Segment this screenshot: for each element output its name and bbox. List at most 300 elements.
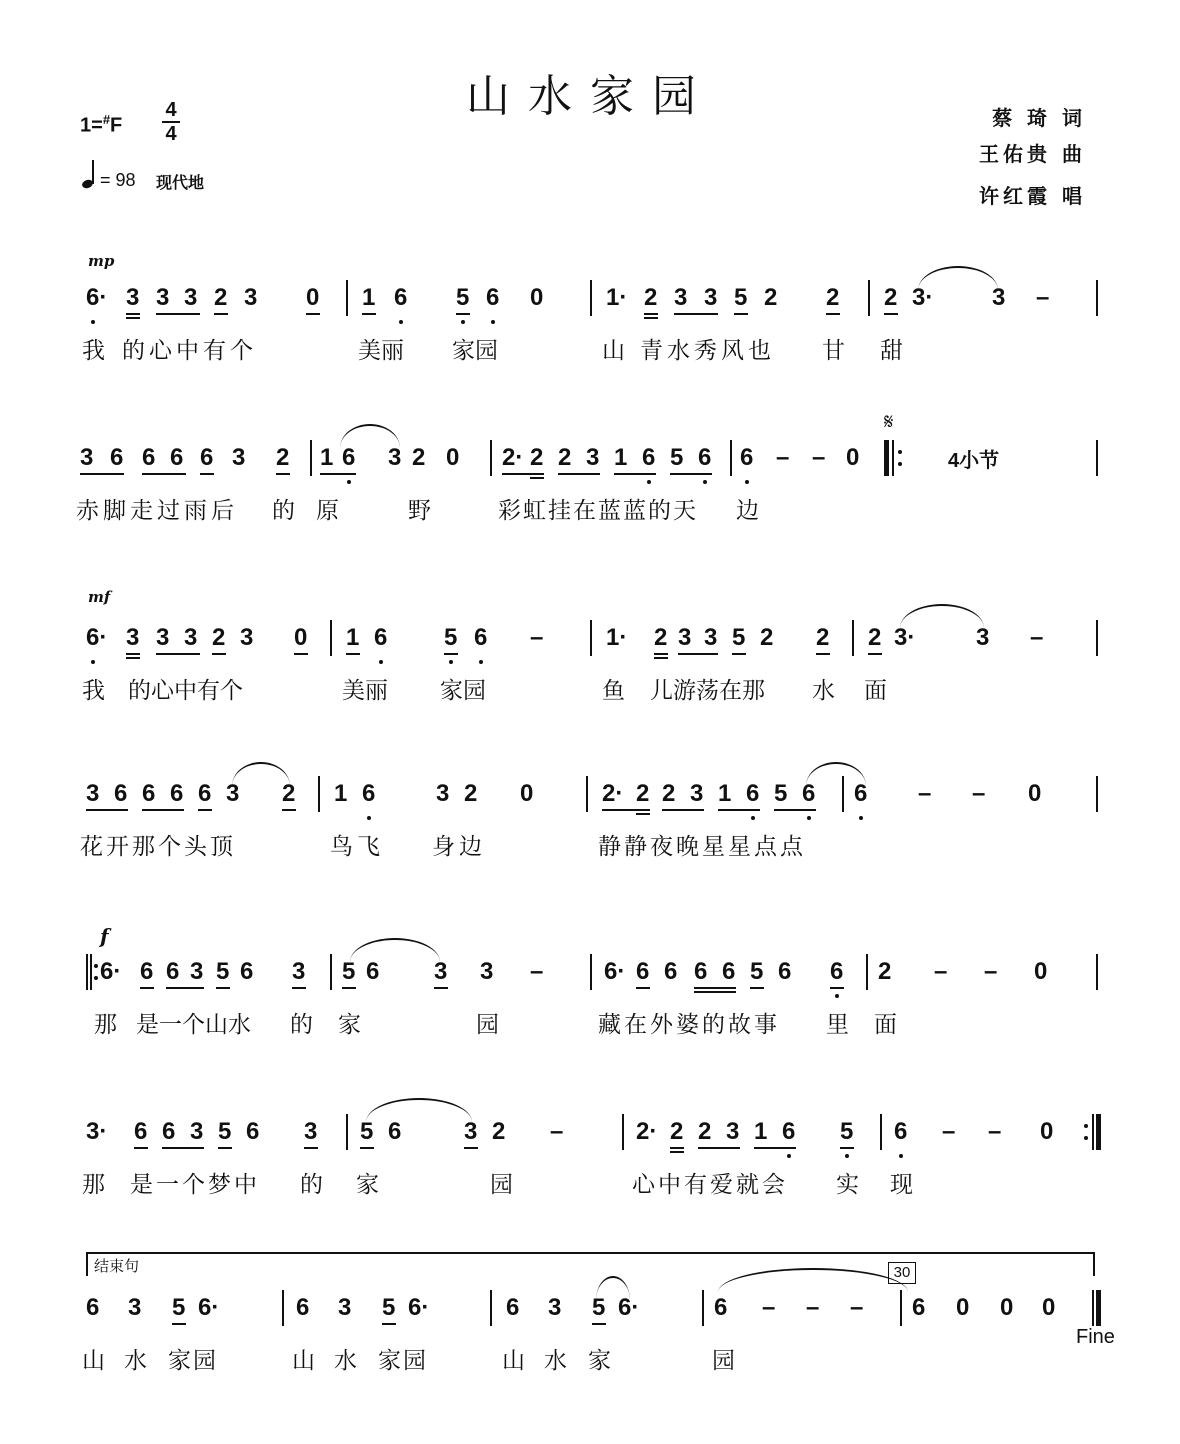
notes-row <box>0 1114 1180 1154</box>
underline <box>636 813 650 815</box>
underline <box>644 313 658 315</box>
underline <box>166 987 204 989</box>
note: 6 <box>114 780 128 807</box>
note: 3 <box>434 958 448 985</box>
underline <box>218 1147 232 1149</box>
note: 3 <box>480 958 494 985</box>
lyric: 静静夜晚星星点点 <box>598 834 806 860</box>
low-octave-dot <box>787 1154 791 1158</box>
dash: – <box>850 1294 864 1321</box>
bar-line <box>586 776 588 812</box>
bar-line <box>852 620 854 656</box>
note: 0 <box>520 780 534 807</box>
underline <box>840 1147 854 1149</box>
note: 1 <box>334 780 348 807</box>
note: 2· <box>602 780 624 807</box>
note: 5 <box>218 1118 232 1145</box>
key-note: F <box>110 114 123 137</box>
lyric: 甘 <box>822 338 845 364</box>
note: 6 <box>142 780 156 807</box>
note: 2 <box>464 780 478 807</box>
lyrics-row <box>0 492 1180 532</box>
underline <box>134 1147 148 1149</box>
note: 3 <box>80 444 94 471</box>
note: 3· <box>894 624 916 651</box>
low-octave-dot <box>91 320 95 324</box>
note: 3 <box>704 624 718 651</box>
low-octave-dot <box>91 660 95 664</box>
note: 2 <box>558 444 572 471</box>
note: 6 <box>86 1294 100 1321</box>
notes-row <box>0 410 1180 480</box>
bar-line <box>318 776 320 812</box>
note: 3 <box>128 1294 142 1321</box>
note: 1 <box>320 444 334 471</box>
bar-line <box>730 440 732 476</box>
underline <box>464 1147 478 1149</box>
underline <box>670 1147 684 1149</box>
note: 3 <box>976 624 990 651</box>
dynamic-f: f <box>100 924 109 948</box>
tie-slur <box>596 1276 630 1300</box>
note: 2 <box>654 624 668 651</box>
note: 0 <box>530 284 544 311</box>
low-octave-dot <box>399 320 403 324</box>
underline <box>214 313 228 315</box>
dynamic-mp: mp <box>88 252 115 270</box>
underline <box>816 653 830 655</box>
underline <box>644 317 658 319</box>
notes-row <box>0 1290 1180 1330</box>
underline <box>142 809 184 811</box>
note: 5 <box>592 1294 606 1321</box>
note: 5 <box>342 958 356 985</box>
lyric: 边 <box>736 498 759 524</box>
key-label: 1= <box>80 114 103 137</box>
low-octave-dot <box>449 660 453 664</box>
lyric: 水 <box>334 1348 357 1374</box>
note: 6· <box>100 958 122 985</box>
underline <box>456 313 470 315</box>
lyric: 家 <box>356 1172 379 1198</box>
underline <box>282 809 296 811</box>
lyric: 彩虹挂在蓝蓝的天 <box>498 498 698 524</box>
bar-line <box>590 620 592 656</box>
dash: – <box>988 1118 1002 1145</box>
note: 6 <box>722 958 736 985</box>
underline <box>654 653 668 655</box>
underline <box>868 653 882 655</box>
bar-line <box>1096 440 1098 476</box>
underline <box>694 987 736 989</box>
fine-marking: Fine <box>1076 1326 1115 1348</box>
note: 6 <box>642 444 656 471</box>
note: 5 <box>360 1118 374 1145</box>
note: 6 <box>134 1118 148 1145</box>
note: 6 <box>912 1294 926 1321</box>
note: 0 <box>294 624 308 651</box>
note: 0 <box>306 284 320 311</box>
note: 3 <box>678 624 692 651</box>
underline <box>126 317 140 319</box>
underline <box>674 313 718 315</box>
ending-bracket <box>86 1252 1095 1276</box>
low-octave-dot <box>703 480 707 484</box>
lyric: 甜 <box>880 338 903 364</box>
time-denominator: 4 <box>165 123 177 145</box>
underline <box>86 809 128 811</box>
note: 6 <box>778 958 792 985</box>
note: 3 <box>126 624 140 651</box>
low-octave-dot <box>899 1154 903 1158</box>
low-octave-dot <box>835 994 839 998</box>
lyrics-row <box>0 1342 1180 1382</box>
dash: – <box>942 1118 956 1145</box>
bar-line <box>1096 280 1098 316</box>
lyric: 现 <box>890 1172 913 1198</box>
lyric: 的 <box>290 1012 313 1038</box>
underline <box>126 313 140 315</box>
note: 6· <box>198 1294 220 1321</box>
tie-slur <box>918 266 998 290</box>
note: 3 <box>156 284 170 311</box>
underline <box>670 1151 684 1153</box>
note: 6 <box>664 958 678 985</box>
time-signature <box>160 100 182 144</box>
note: 2· <box>636 1118 658 1145</box>
underline <box>718 809 760 811</box>
dynamic-mf: mf <box>88 588 111 606</box>
key-signature <box>80 112 122 138</box>
note: 6 <box>474 624 488 651</box>
note: 2 <box>214 284 228 311</box>
lyrics-row <box>0 1166 1180 1206</box>
low-octave-dot <box>379 660 383 664</box>
underline <box>502 473 544 475</box>
lyric: 家园 <box>440 678 486 704</box>
note: 6 <box>246 1118 260 1145</box>
lyric: 的 <box>300 1172 323 1198</box>
note: 2 <box>492 1118 506 1145</box>
dash: – <box>812 444 826 471</box>
note: 2 <box>698 1118 712 1145</box>
repeat-dots <box>898 448 902 468</box>
underline <box>592 1323 606 1325</box>
note: 0 <box>1042 1294 1056 1321</box>
song-title: 山水家园 <box>466 71 714 122</box>
repeat-bar <box>892 440 894 476</box>
lyric: 园 <box>476 1012 499 1038</box>
note: 2 <box>670 1118 684 1145</box>
expression-text: 现代地 <box>156 173 205 192</box>
tempo-value: = 98 <box>100 170 136 190</box>
note: 6 <box>110 444 124 471</box>
underline <box>156 313 200 315</box>
note: 2 <box>530 444 544 471</box>
note: 2 <box>764 284 778 311</box>
bar-line <box>330 620 332 656</box>
bar-line <box>1096 954 1098 990</box>
bar-line <box>346 280 348 316</box>
dash: – <box>530 624 544 651</box>
underline <box>320 473 356 475</box>
note: 5 <box>750 958 764 985</box>
bar-line <box>880 1114 882 1150</box>
note: 3 <box>704 284 718 311</box>
lyric: 实 <box>836 1172 859 1198</box>
repeat-dots <box>1084 1122 1088 1142</box>
low-octave-dot <box>751 816 755 820</box>
note: 3 <box>464 1118 478 1145</box>
underline <box>530 477 544 479</box>
lyric: 的心中有个 <box>122 338 257 364</box>
note: 0 <box>846 444 860 471</box>
dash: – <box>972 780 986 807</box>
note: 0 <box>446 444 460 471</box>
note: 3 <box>240 624 254 651</box>
note: 6 <box>296 1294 310 1321</box>
underline <box>80 473 124 475</box>
note: 2 <box>878 958 892 985</box>
note: 1· <box>606 624 628 651</box>
lyric: 水 <box>124 1348 147 1374</box>
underline <box>162 1147 204 1149</box>
lyric: 的 <box>272 498 295 524</box>
note: 3 <box>674 284 688 311</box>
note: 6 <box>830 958 844 985</box>
underline <box>754 1147 796 1149</box>
lyric: 赤脚走过雨后 <box>76 498 238 524</box>
underline <box>694 991 736 993</box>
bar-number: 30 <box>888 1262 916 1284</box>
underline <box>662 809 704 811</box>
bar-line <box>282 1290 284 1326</box>
lyric: 里 <box>826 1012 849 1038</box>
note: 6 <box>162 1118 176 1145</box>
lyrics-row <box>0 672 1180 712</box>
lyric: 那 <box>94 1012 117 1038</box>
note: 3 <box>690 780 704 807</box>
lyric: 家园 <box>452 338 498 364</box>
note: 5 <box>382 1294 396 1321</box>
note: 6· <box>86 624 108 651</box>
quarter-note-stem <box>92 160 94 184</box>
underline <box>678 653 718 655</box>
underline <box>734 313 748 315</box>
underline <box>292 987 306 989</box>
notes-row <box>0 620 1180 660</box>
lyric: 家园 <box>378 1348 428 1374</box>
note: 3 <box>586 444 600 471</box>
underline <box>698 1147 740 1149</box>
note: 2 <box>644 284 658 311</box>
note: 0 <box>1040 1118 1054 1145</box>
final-bar <box>1096 1290 1101 1326</box>
note: 3 <box>232 444 246 471</box>
lyric: 心中有爱就会 <box>632 1172 788 1198</box>
note: 1 <box>718 780 732 807</box>
underline <box>558 473 600 475</box>
tie-slur <box>900 604 984 628</box>
bar-line <box>1096 776 1098 812</box>
note: 2 <box>282 780 296 807</box>
underline <box>306 313 320 315</box>
lyric: 野 <box>408 498 431 524</box>
note: 6 <box>388 1118 402 1145</box>
lyric: 山 <box>82 1348 105 1374</box>
note: 6 <box>142 444 156 471</box>
segno-icon: 𝄋 <box>884 410 894 435</box>
note: 6 <box>200 444 214 471</box>
note: 3 <box>190 958 204 985</box>
note: 6 <box>198 780 212 807</box>
note: 0 <box>1028 780 1042 807</box>
instruction: 4小节 <box>948 450 1000 472</box>
low-octave-dot <box>859 816 863 820</box>
note: 6· <box>604 958 626 985</box>
note: 6 <box>506 1294 520 1321</box>
note: 1 <box>754 1118 768 1145</box>
note: 3 <box>86 780 100 807</box>
underline <box>198 809 212 811</box>
bar-line <box>868 280 870 316</box>
note: 6 <box>782 1118 796 1145</box>
note: 3 <box>156 624 170 651</box>
note: 0 <box>1034 958 1048 985</box>
lyric: 面 <box>864 678 887 704</box>
dash: – <box>984 958 998 985</box>
lyric: 身边 <box>432 834 486 860</box>
note: 6 <box>746 780 760 807</box>
note: 6 <box>740 444 754 471</box>
note: 6 <box>894 1118 908 1145</box>
underline <box>126 653 140 655</box>
note: 6 <box>240 958 254 985</box>
underline <box>382 1323 396 1325</box>
tie-slur <box>366 1098 472 1122</box>
note: 2· <box>502 444 524 471</box>
underline <box>830 987 844 989</box>
dash: – <box>762 1294 776 1321</box>
underline <box>750 987 764 989</box>
lyric: 藏在外婆的故事 <box>598 1012 780 1038</box>
note: 3 <box>548 1294 562 1321</box>
lyric: 是一个梦中 <box>130 1172 260 1198</box>
note: 2 <box>868 624 882 651</box>
underline <box>172 1323 186 1325</box>
bar-line <box>310 440 312 476</box>
note: 3 <box>436 780 450 807</box>
lyrics-row <box>0 1006 1180 1046</box>
lyric: 那 <box>82 1172 105 1198</box>
note: 6 <box>694 958 708 985</box>
note: 5 <box>732 624 746 651</box>
note: 6 <box>170 444 184 471</box>
bar-line <box>490 440 492 476</box>
note: 5 <box>840 1118 854 1145</box>
note: 6· <box>618 1294 640 1321</box>
sharp-sign: # <box>102 112 111 127</box>
lyric: 家园 <box>168 1348 218 1374</box>
bar-line <box>866 954 868 990</box>
underline <box>294 653 308 655</box>
underline <box>200 473 214 475</box>
dash: – <box>918 780 932 807</box>
note: 5 <box>734 284 748 311</box>
underline <box>654 657 668 659</box>
note: 2 <box>412 444 426 471</box>
low-octave-dot <box>845 1154 849 1158</box>
lyric: 园 <box>712 1348 735 1374</box>
dash: – <box>934 958 948 985</box>
underline <box>444 653 458 655</box>
composer-credit: 王佑贵 曲 <box>979 142 1086 166</box>
final-bar <box>1092 1290 1094 1326</box>
bar-line <box>590 954 592 990</box>
bar-line <box>330 954 332 990</box>
note: 6· <box>86 284 108 311</box>
dash: – <box>806 1294 820 1321</box>
note: 0 <box>1000 1294 1014 1321</box>
lyric: 我 <box>82 678 105 704</box>
note: 3 <box>304 1118 318 1145</box>
note: 3 <box>388 444 402 471</box>
note: 5 <box>456 284 470 311</box>
bar-line <box>1096 620 1098 656</box>
repeat-bar <box>884 440 889 476</box>
lyric: 山 <box>602 338 625 364</box>
lyric: 园 <box>490 1172 513 1198</box>
note: 6 <box>366 958 380 985</box>
underline <box>636 987 650 989</box>
underline <box>670 473 712 475</box>
time-numerator: 4 <box>165 99 177 121</box>
note: 3 <box>184 284 198 311</box>
lyric: 美丽 <box>342 678 388 704</box>
note: 2 <box>760 624 774 651</box>
note: 6 <box>374 624 388 651</box>
repeat-bar <box>1096 1114 1101 1150</box>
lyric: 青水秀风也 <box>640 338 775 364</box>
lyric: 山 <box>502 1348 525 1374</box>
tie-slur <box>806 762 866 786</box>
note: 6 <box>698 444 712 471</box>
note: 3 <box>190 1118 204 1145</box>
low-octave-dot <box>347 480 351 484</box>
note: 3· <box>86 1118 108 1145</box>
lyric: 面 <box>874 1012 897 1038</box>
notes-row <box>0 776 1180 816</box>
lyric: 家 <box>588 1348 611 1374</box>
note: 5 <box>444 624 458 651</box>
note: 6 <box>166 958 180 985</box>
low-octave-dot <box>479 660 483 664</box>
underline <box>732 653 746 655</box>
note: 0 <box>956 1294 970 1321</box>
underline <box>884 313 898 315</box>
note: 3 <box>726 1118 740 1145</box>
note: 5 <box>216 958 230 985</box>
note: 3 <box>226 780 240 807</box>
lyric: 鱼 <box>602 678 625 704</box>
underline <box>276 473 290 475</box>
note: 2 <box>816 624 830 651</box>
lyricist-credit: 蔡 琦 词 <box>992 106 1086 130</box>
note: 3 <box>992 284 1006 311</box>
note: 3· <box>912 284 934 311</box>
lyric: 我 <box>82 338 105 364</box>
underline <box>362 313 376 315</box>
